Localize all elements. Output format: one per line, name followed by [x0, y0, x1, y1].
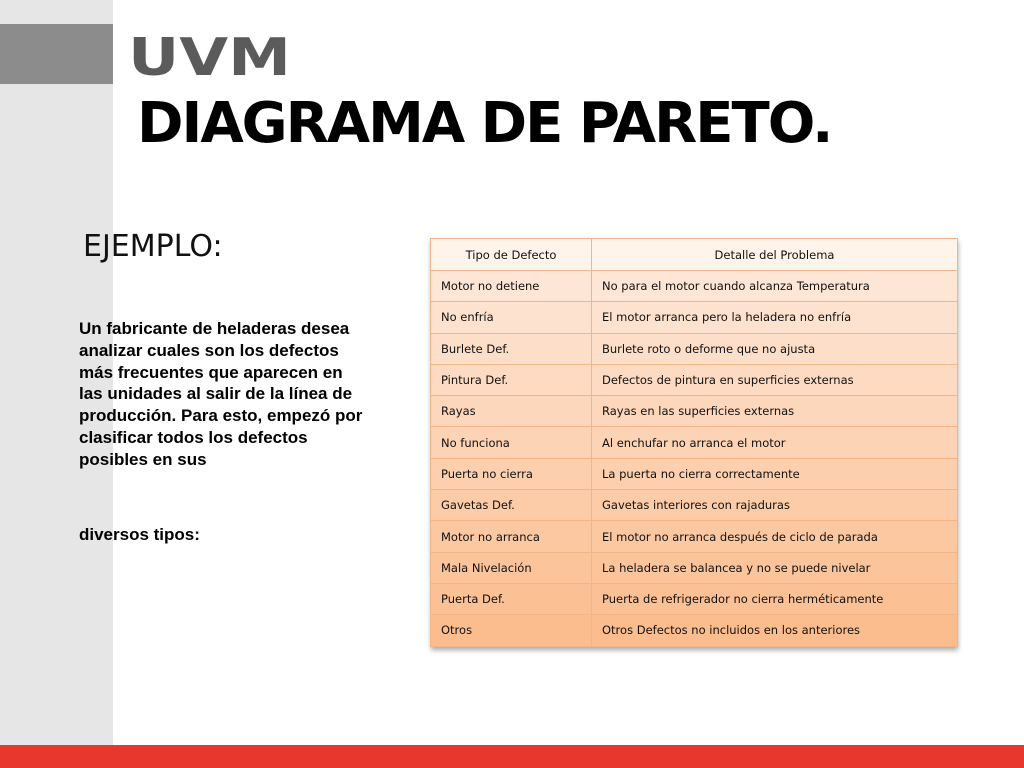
table-row	[431, 427, 958, 458]
cell-problem-detail: No para el motor cuando alcanza Temperatura	[592, 271, 958, 302]
table-row	[431, 271, 958, 302]
table-row	[431, 302, 958, 333]
cell-problem-detail: Otros Defectos no incluidos en los anteriores	[592, 615, 958, 646]
cell-problem-detail: Gavetas interiores con rajaduras	[592, 490, 958, 521]
table-row	[431, 364, 958, 395]
cell-problem-detail: Defectos de pintura en superficies externas	[592, 364, 958, 395]
cell-problem-detail: La puerta no cierra correctamente	[592, 458, 958, 489]
cell-problem-detail: Rayas en las superficies externas	[592, 396, 958, 427]
example-label: EJEMPLO:	[83, 229, 223, 264]
header-accent-bar	[0, 24, 113, 84]
cell-problem-detail: Al enchufar no arranca el motor	[592, 427, 958, 458]
table-row	[431, 458, 958, 489]
cell-defect-type: Puerta Def.	[431, 583, 592, 614]
cell-defect-type: No funciona	[431, 427, 592, 458]
table-row	[431, 490, 958, 521]
defects-table	[430, 238, 958, 647]
defects-table-container	[430, 238, 957, 647]
footer-red-bar	[0, 745, 1024, 768]
slide-title: DIAGRAMA DE PARETO.	[137, 91, 832, 156]
cell-defect-type: Mala Nivelación	[431, 552, 592, 583]
cell-problem-detail: El motor arranca pero la heladera no enfría	[592, 302, 958, 333]
table-row	[431, 521, 958, 552]
table-row	[431, 396, 958, 427]
table-row	[431, 552, 958, 583]
table-row	[431, 333, 958, 364]
cell-problem-detail: Burlete roto o deforme que no ajusta	[592, 333, 958, 364]
cell-defect-type: Otros	[431, 615, 592, 646]
table-header-row	[431, 239, 958, 271]
uvm-logo	[128, 33, 293, 79]
description-text-end: diversos tipos:	[79, 525, 200, 544]
cell-defect-type: Burlete Def.	[431, 333, 592, 364]
uvm-logo-text: UVM	[128, 33, 291, 79]
cell-defect-type: Pintura Def.	[431, 364, 592, 395]
header-defect-type: Tipo de Defecto	[431, 239, 592, 271]
cell-problem-detail: El motor no arranca después de ciclo de parada	[592, 521, 958, 552]
cell-defect-type: Motor no arranca	[431, 521, 592, 552]
description-text: Un fabricante de heladeras desea analizar cuales son los defectos más frecuentes que aparecen en las unidades al salir de la línea de producción. Para esto, empezó por clasificar todos los defectos posibles en sus	[79, 319, 363, 469]
uvm-logo-graphic	[128, 33, 293, 79]
cell-problem-detail: La heladera se balancea y no se puede nivelar	[592, 552, 958, 583]
cell-defect-type: Puerta no cierra	[431, 458, 592, 489]
cell-problem-detail: Puerta de refrigerador no cierra herméticamente	[592, 583, 958, 614]
header-problem-detail: Detalle del Problema	[592, 239, 958, 271]
table-row	[431, 615, 958, 646]
cell-defect-type: No enfría	[431, 302, 592, 333]
cell-defect-type: Rayas	[431, 396, 592, 427]
cell-defect-type: Gavetas Def.	[431, 490, 592, 521]
table-body	[431, 271, 958, 647]
cell-defect-type: Motor no detiene	[431, 271, 592, 302]
table-row	[431, 583, 958, 614]
